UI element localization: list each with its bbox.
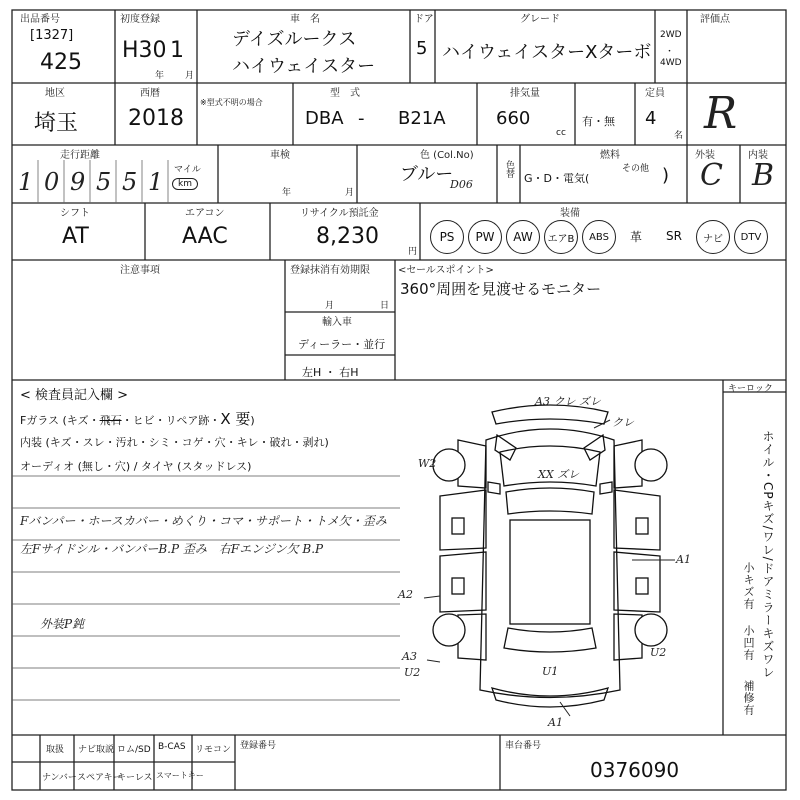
fuel-options: G・D・電気(	[524, 172, 590, 185]
mark-u1: U1	[542, 665, 559, 678]
recycle-fee: 8,230	[316, 224, 379, 249]
glass-line: Fガラス (キズ・飛石・ヒビ・リペア跡・X 要)	[20, 410, 255, 428]
inspector-title: < 検査員記入欄 >	[20, 388, 129, 403]
side-legend: ホイル・CPキズ/ワレ/ドアミラーキズワレ	[761, 430, 775, 679]
footer-label-spare-key: スペアキー	[77, 773, 122, 783]
car-name-line2: ハイウェイスター	[232, 56, 376, 77]
header-import: 輸入車	[322, 317, 352, 328]
header-inspection-valid: 登録抹消有効期限	[290, 265, 370, 276]
footer-chassis-label: 車台番号	[505, 741, 542, 751]
lot-number: [1327]	[30, 28, 74, 43]
recycle-unit: 円	[408, 247, 418, 257]
equip-ps: PS	[430, 220, 464, 254]
mark-u2-right: U2	[650, 646, 667, 659]
side-sub-2: 小凹有	[742, 625, 755, 661]
mark-u2-left: U2	[404, 666, 421, 679]
model-prefix: DBA	[305, 108, 344, 129]
header-notes: 注意事項	[120, 265, 160, 276]
header-area: 地区	[45, 88, 65, 99]
mark-a1-bottom: A1	[548, 716, 563, 729]
footer-label-rom: ロム/SD	[117, 745, 151, 755]
first-reg-month: 1	[170, 38, 184, 63]
owner-options: 有・無	[582, 115, 615, 128]
month-unit: 月	[185, 71, 195, 81]
chassis-number: 0376090	[590, 758, 680, 782]
equip-abs: ABS	[582, 220, 616, 254]
interior-grade: B	[752, 158, 775, 193]
header-first-registration: 初度登録	[120, 14, 160, 25]
dealer-options: ディーラー・並行	[298, 338, 386, 351]
color-change: 色替	[504, 160, 514, 178]
handwritten-note-1: Fバンパー・ホースカバー・めくり・コマ・サポート・トメ欠・歪み	[20, 514, 387, 528]
cc-unit: cc	[556, 128, 566, 138]
footer-reg-no-label: 登録番号	[240, 741, 277, 751]
mileage-digit-2: 0	[44, 168, 60, 196]
header-mileage: 走行距離	[60, 150, 100, 161]
header-aircon: エアコン	[185, 208, 225, 219]
header-year: 西暦	[140, 88, 160, 99]
mileage-digit-4: 5	[96, 168, 112, 196]
car-diagram-shapes	[440, 405, 660, 707]
seats-unit: 名	[674, 131, 684, 141]
header-inspection: 車検	[270, 150, 290, 161]
mark-kure: クレ	[612, 416, 634, 429]
footer-label-remote: リモコン	[195, 745, 232, 755]
handle-options: 左H ・ 右H	[302, 366, 359, 379]
year-unit: 年	[155, 71, 165, 81]
car-name-line1: デイズルークス	[232, 29, 357, 50]
color-code: D06	[450, 178, 473, 191]
mileage-digit-5: 5	[122, 168, 138, 196]
header-fuel: 燃料	[600, 150, 620, 161]
header-transmission: シフト	[60, 208, 90, 219]
seat-count: 4	[645, 108, 657, 129]
equip-pw: PW	[468, 220, 502, 254]
handwritten-note-2: 左Fサイドシル・バンパーB.P 歪み 右Fエンジン欠 B.P	[20, 542, 324, 556]
mile-label: マイル	[174, 165, 201, 175]
rating-handwritten: R	[704, 88, 738, 139]
drive-2wd: 2WD	[660, 30, 682, 40]
footer-label-navi: ナビ取説	[78, 745, 115, 755]
sales-point: 360°周囲を見渡せるモニター	[400, 280, 602, 298]
footer-label-bcas: B-CAS	[158, 742, 186, 752]
exterior-grade: C	[700, 158, 723, 193]
drive-4wd: 4WD	[660, 58, 682, 68]
grade-name: ハイウェイスターXターボ	[442, 42, 652, 63]
audio-tire-line: オーディオ (無し・穴) / タイヤ (スタッドレス)	[20, 460, 252, 473]
keylock-label: キーロック	[728, 384, 773, 394]
header-doors: ドア	[414, 14, 434, 25]
equip-sunroof: SR	[666, 229, 682, 243]
header-recycle: リサイクル預託金	[300, 208, 379, 219]
header-rating: 評価点	[700, 14, 730, 25]
model-note: ※型式不明の場合	[200, 98, 263, 107]
era: H30	[122, 38, 167, 63]
header-equipment: 装備	[560, 208, 580, 219]
stone-chip: 飛石	[99, 414, 122, 427]
side-sub-3: 補修有	[742, 680, 755, 716]
equip-dtv: DTV	[734, 220, 768, 254]
header-lot-number: 出品番号	[20, 14, 60, 25]
mileage-digit-1: 1	[18, 168, 34, 196]
equip-leather: 革	[629, 229, 642, 244]
door-count: 5	[416, 38, 428, 59]
equip-navi: ナビ	[696, 220, 730, 254]
header-grade: グレード	[520, 14, 560, 25]
footer-label-smart-key: スマートキー	[156, 771, 204, 780]
mark-a1-right: A1	[676, 553, 691, 566]
fuel-other: その他	[622, 164, 650, 174]
aircon: AAC	[182, 224, 228, 249]
sales-point-label: <セールスポイント>	[398, 265, 494, 276]
header-seats: 定員	[645, 88, 665, 99]
footer-label-keyless: キーレス	[117, 773, 153, 783]
mileage-digit-3: 9	[70, 168, 86, 196]
engine-cc: 660	[496, 108, 531, 129]
model-dash: -	[358, 108, 365, 129]
inspection-month-unit: 月	[345, 188, 355, 198]
header-model: 型 式	[330, 88, 360, 99]
body-color: ブルー	[400, 164, 454, 185]
mark-xx: XX ズレ	[538, 468, 580, 481]
valid-month: 月	[325, 301, 335, 311]
equip-aw: AW	[506, 220, 540, 254]
area: 埼玉	[34, 111, 79, 136]
valid-day: 日	[380, 301, 390, 311]
inspection-year-unit: 年	[282, 188, 292, 198]
header-color: 色 (Col.No)	[420, 150, 474, 161]
km-label: km	[172, 178, 198, 190]
side-sub-1: 小キズ有	[742, 562, 755, 610]
header-exterior: 外装	[695, 150, 715, 161]
fuel-close: )	[662, 165, 670, 186]
mileage-digit-6: 1	[148, 168, 164, 196]
mark-w2: W2	[418, 457, 437, 470]
handwritten-note-3: 外装P鈍	[40, 617, 85, 631]
header-car-name: 車 名	[290, 14, 320, 25]
mark-a3-top: A3 クレ ズレ	[535, 395, 601, 408]
footer-label-handling: 取扱	[46, 745, 65, 755]
mark-a3-left: A3	[402, 650, 417, 663]
transmission: AT	[62, 224, 89, 249]
model-year: 2018	[128, 106, 184, 131]
mark-a2: A2	[398, 588, 413, 601]
header-interior: 内装	[748, 150, 768, 161]
equip-airbag: エアB	[544, 220, 578, 254]
model-code: B21A	[398, 108, 446, 129]
footer-label-number: ナンバー	[42, 773, 77, 783]
header-cc: 排気量	[510, 88, 540, 99]
drive-dot: ・	[665, 47, 675, 57]
interior-line: 内装 (キズ・スレ・汚れ・シミ・コゲ・穴・キレ・破れ・剥れ)	[20, 436, 329, 449]
lot-sub-number: 425	[40, 50, 82, 75]
